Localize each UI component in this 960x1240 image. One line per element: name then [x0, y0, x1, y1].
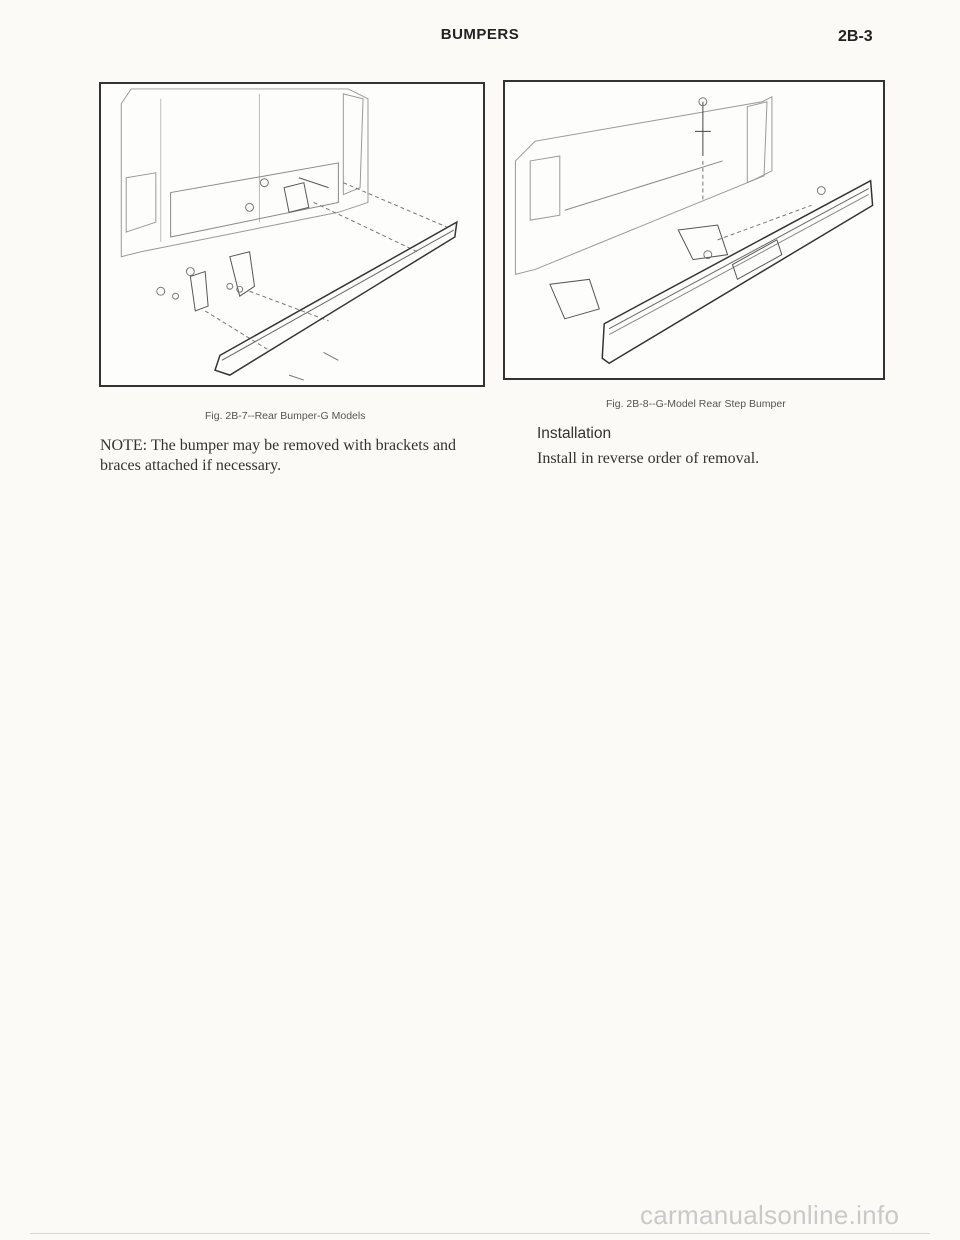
- page-header-title: BUMPERS: [440, 26, 520, 43]
- installation-heading: Installation: [537, 425, 612, 442]
- step-bumper-drawing: [505, 82, 883, 378]
- figure-step-bumper-illustration: [503, 80, 885, 380]
- figure-rear-bumper-illustration: [99, 82, 485, 387]
- page-number: 2B-3: [838, 28, 873, 45]
- note-paragraph: NOTE: The bumper may be removed with brackets and braces attached if necessary.: [100, 437, 457, 474]
- rear-bumper-drawing: [101, 84, 483, 385]
- figure-caption-2b-8: Fig. 2B-8--G-Model Rear Step Bumper: [606, 398, 786, 410]
- installation-text: Install in reverse order of removal.: [537, 450, 760, 467]
- figure-caption-2b-7: Fig. 2B-7--Rear Bumper-G Models: [205, 410, 366, 422]
- footer-divider: [30, 1233, 930, 1234]
- watermark-text: carmanualsonline.info: [640, 1200, 900, 1230]
